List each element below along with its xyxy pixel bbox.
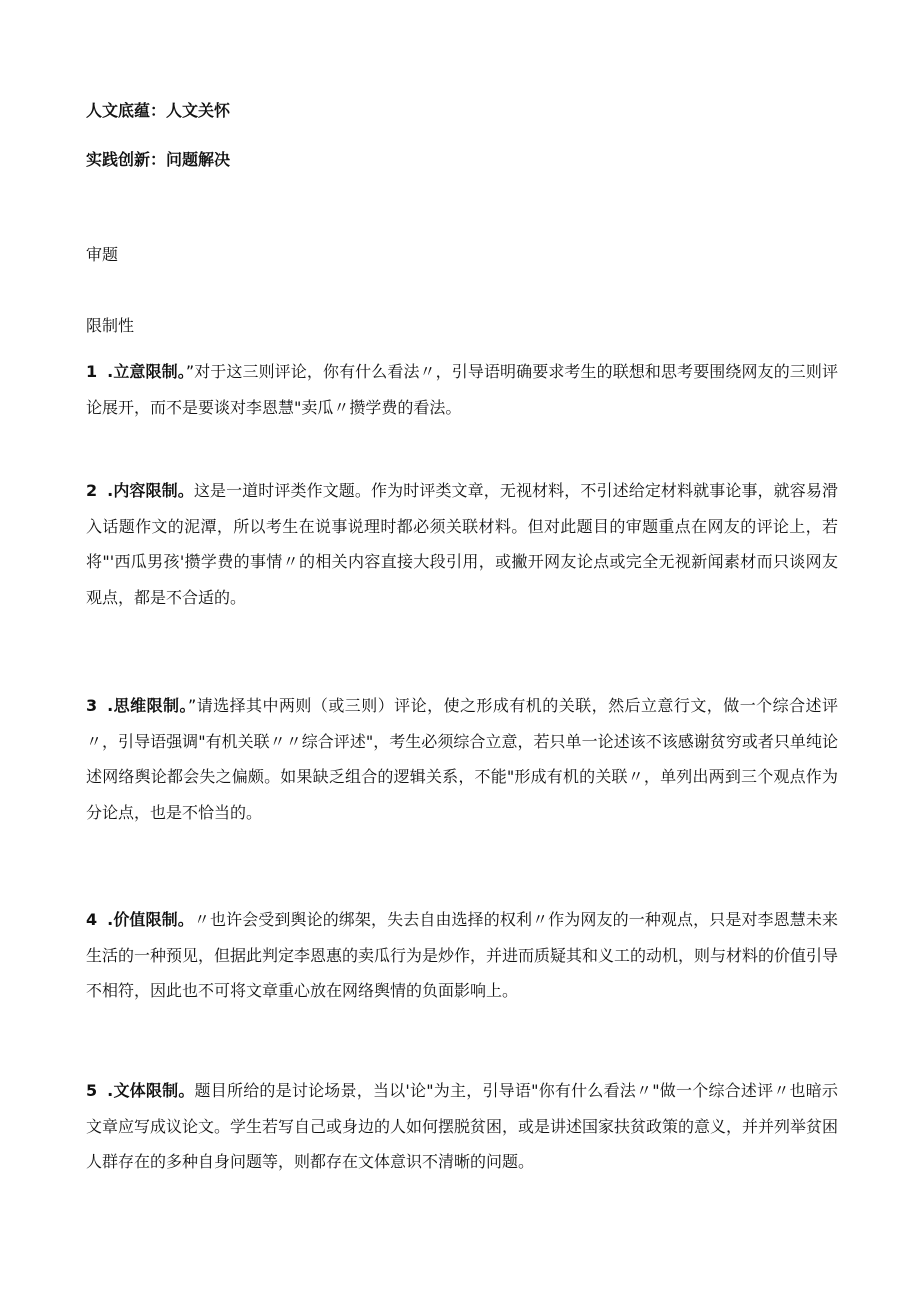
item-text: 题目所给的是讨论场景，当以'论"为主，引导语"你有什么看法〃"做一个综合述评〃也暗示文章应写成议论文。学生若写自己或身边的人如何摆脱贫困，或是讲述国家扶贫政策的意义，并并列举贫困人群存在的多种自身问题等，则都存在文体意识不清晰的问题。 — [86, 1081, 839, 1171]
list-item — [86, 473, 838, 615]
item-label: .内容限制。 — [107, 481, 194, 500]
heading-practice-innovation: 实践创新：问题解决 — [86, 150, 231, 169]
item-text: 这是一道时评类作文题。作为时评类文章，无视材料，不引述给定材料就事论事，就容易滑入话题作文的泥潭，所以考生在说事说理时都必须关联材料。但对此题目的审题重点在网友的评论上，若将"'西瓜男孩'攒学费的事情〃的相关内容直接大段引用，或撇开网友论点或完全无视新闻素材而只谈网友观点，都是不合适的。 — [86, 481, 838, 607]
item-label: .思维限制。 — [107, 696, 188, 715]
list-item — [86, 688, 838, 830]
subsection-title: 限制性 — [86, 316, 135, 335]
item-number: 2 — [86, 481, 98, 500]
list-item — [86, 902, 838, 1009]
section-title: 审题 — [86, 245, 119, 264]
item-text: ”对于这三则评论，你有什么看法〃，引导语明确要求考生的联想和思考要围绕网友的三则评论展开，而不是要谈对李恩慧"卖瓜〃攒学费的看法。 — [86, 362, 838, 417]
item-number: 1 — [86, 362, 98, 381]
list-item — [86, 354, 838, 425]
item-text: ”请选择其中两则（或三则）评论，使之形成有机的关联，然后立意行文，做一个综合述评〃，引导语强调"有机关联〃〃综合评述"，考生必须综合立意，若只单一论述该不该感谢贫穷或者只单纯论述网络舆论都会失之偏颇。如果缺乏组合的逻辑关系，不能"形成有机的关联〃，单列出两到三个观点作为分论点，也是不恰当的。 — [86, 696, 838, 822]
item-number: 4 — [86, 910, 98, 929]
item-text: 〃也许会受到舆论的绑架，失去自由选择的权利〃作为网友的一种观点，只是对李恩慧未来生活的一种预见，但据此判定李恩惠的卖瓜行为是炒作，并进而质疑其和义工的动机，则与材料的价值引导不相符，因此也不可将文章重心放在网络舆情的负面影响上。 — [86, 910, 839, 1000]
heading-humanities: 人文底蕴：人文关怀 — [86, 101, 231, 120]
item-label: .文体限制。 — [107, 1081, 195, 1100]
item-label: .价值限制。 — [107, 910, 194, 929]
item-number: 5 — [86, 1081, 98, 1100]
item-number: 3 — [86, 696, 98, 715]
item-label: .立意限制。 — [107, 362, 186, 381]
list-item — [86, 1073, 838, 1180]
